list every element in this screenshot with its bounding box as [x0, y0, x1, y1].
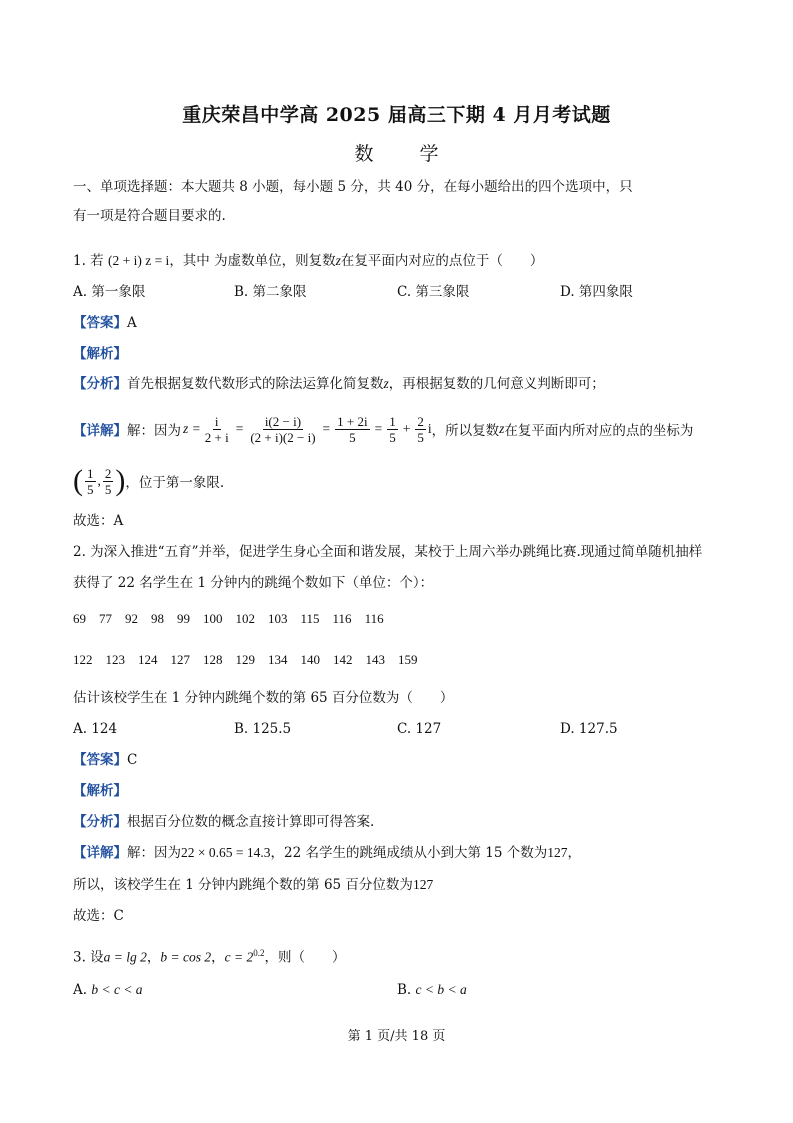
fraction: $\frac{i(2 - i)}{(2 + i)(2 - i)}$ [250, 413, 316, 445]
fraction: $\frac{2}{5}$ [104, 465, 112, 497]
q1-fenxi: 【分析】首先根据复数代数形式的除法运算化简复数z，再根据复数的几何意义判断即可； [73, 376, 605, 392]
q1-option-c: C. 第三象限 [397, 284, 470, 300]
q2-stem-line1: 2. 为深入推进“五育”并举，促进学生身心全面和谐发展，某校于上周六举办跳绳比赛.现通过简单随机抽样 [73, 544, 703, 560]
fraction: $\frac{1}{5}$ [389, 413, 396, 445]
subject-title: 数 学 [354, 143, 459, 165]
section-heading-line1: 一、单项选择题：本大题共 8 小题，每小题 5 分，共 40 分，在每小题给出的四个选项中，只 [73, 179, 633, 195]
q2-detail-line2: 所以，该校学生在 1 分钟内跳绳个数的第 65 百分位数为127 [73, 877, 434, 893]
q2-answer: 【答案】C [73, 752, 138, 768]
q1-option-a: A. 第一象限 [73, 284, 146, 300]
q2-option-c: C. 127 [397, 721, 442, 737]
q1-stem: 1. 若 (2 + i) z = i，其中 为虚数单位，则复数z在复平面内对应的点位于（ ） [73, 253, 544, 269]
q2-option-d: D. 127.5 [560, 721, 618, 737]
q1-expression: (2 + i) z = i [107, 253, 170, 268]
q2-data-row1: 69 77 92 98 99 100 102 103 115 116 116 [73, 611, 384, 626]
page-title: 重庆荣昌中学高 2025 届高三下期 4 月月考试题 [182, 104, 611, 126]
fraction: $\frac{1 + 2i}{5}$ [337, 413, 368, 445]
q1-option-b: B. 第二象限 [234, 284, 307, 300]
fraction: $\frac{1}{5}$ [87, 465, 94, 497]
fraction: $\frac{i}{2 + i}$ [204, 413, 229, 445]
q2-stem-line2: 获得了 22 名学生在 1 分钟内的跳绳个数如下（单位：个）： [73, 575, 434, 591]
q2-analysis-tag: 【解析】 [73, 783, 127, 799]
q1-analysis-tag: 【解析】 [73, 346, 127, 362]
q2-question: 估计该校学生在 1 分钟内跳绳个数的第 65 百分位数为（ ） [73, 690, 454, 706]
page-footer: 第 1 页/共 18 页 [347, 1029, 446, 1044]
q2-fenxi: 【分析】根据百分位数的概念直接计算即可得答案. [73, 814, 375, 830]
q1-answer: 【答案】A [73, 315, 137, 331]
q2-option-b: B. 125.5 [234, 721, 292, 737]
q1-detail-equation: 【详解】 解：因为 z = $\frac{i}{2 + i}$ = $\frac{i(2 - i)}{(2 + i)(2 - i)}$ = $\frac{1 + 2i}{5}$ = $\frac{1}{5}$ + $\frac{2}{5}$ i ，所以复数 z 在复平面内所对应的点的坐标为 [73, 413, 694, 445]
q1-option-d: D. 第四象限 [560, 284, 633, 300]
q1-conclusion: 故选：A [73, 513, 124, 529]
q3-stem: 3. 设a = lg 2，b = cos 2，$c = 2^{0.2}$，则（ ） [73, 948, 346, 966]
q2-data-row2: 122 123 124 127 128 129 134 140 142 143 159 [73, 652, 418, 667]
q3-option-b: B. c < b < a [397, 982, 467, 998]
q1-point-line: ( $\frac{1}{5}$ , $\frac{2}{5}$ ) ，位于第一象限. [73, 464, 225, 497]
fraction: $\frac{2}{5}$ [417, 413, 424, 445]
q2-conclusion: 故选：C [73, 908, 124, 924]
q3-option-a: A. b < c < a [73, 982, 143, 998]
q2-option-a: A. 124 [73, 721, 118, 737]
section-heading-line2: 有一项是符合题目要求的. [73, 208, 226, 224]
q2-detail: 【详解】解：因为22 × 0.65 = 14.3，22 名学生的跳绳成绩从小到大第 15 个数为127， [73, 845, 581, 861]
